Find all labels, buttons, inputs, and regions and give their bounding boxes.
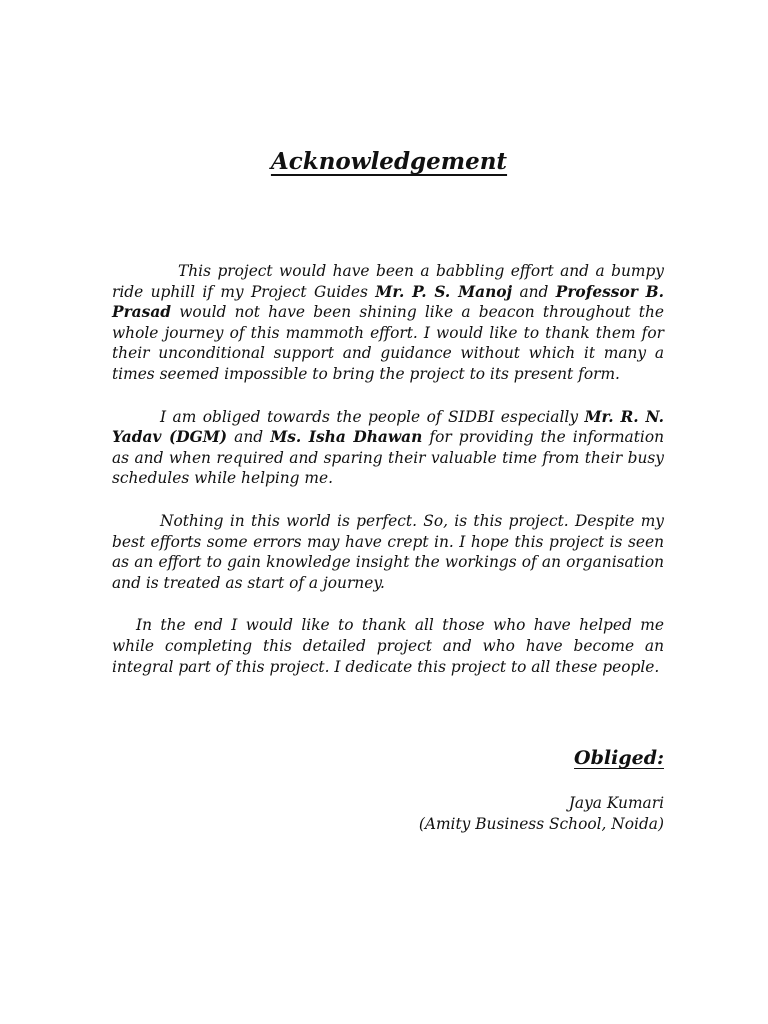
paragraph-2 — [112, 407, 664, 489]
text-run: for providing the information as and when required and sparing their valuable time from their busy schedules while helping me. — [112, 428, 665, 488]
closing-block — [300, 745, 664, 835]
page-title: Acknowledgement — [270, 148, 508, 175]
text-run: In the end I would like to thank all those who have helped me while completing this detailed project and who have become an integral part of this project. I dedicate this project to all these people. — [112, 616, 664, 676]
closing-label: Obliged: — [574, 747, 664, 769]
paragraph-3 — [112, 511, 664, 593]
paragraph-4 — [112, 615, 664, 677]
text-run: would not have been shining like a beacon throughout the whole journey of this mammoth effort. I would like to thank them for their unconditional support and guidance without which it many a times seemed impossible to bring the project to its present form. — [112, 303, 664, 383]
text-run: and — [512, 282, 556, 301]
text-run: This project would have been a babbling effort and a bumpy ride uphill if my Project Guides — [112, 262, 664, 301]
text-run: I am obliged towards the people of SIDBI especially — [160, 407, 585, 426]
text-run: Nothing in this world is perfect. So, is this project. Despite my best efforts some errors may have crept in. I hope this project is seen as an effort to gain knowledge insight the workings of an organisation and is treated as start of a journey. — [112, 511, 664, 592]
bold-name: Ms. Isha Dhawan — [270, 428, 423, 447]
body-text — [112, 261, 664, 699]
text-run: and — [227, 428, 271, 447]
bold-name: Mr. P. S. Manoj — [375, 282, 513, 301]
paragraph-1 — [112, 261, 664, 385]
author-affiliation: (Amity Business School, Noida) — [418, 815, 664, 833]
author-name: Jaya Kumari — [568, 794, 664, 812]
bold-name: Professor B. Prasad — [112, 282, 664, 322]
bold-name: Mr. R. N. Yadav (DGM) — [112, 407, 664, 447]
